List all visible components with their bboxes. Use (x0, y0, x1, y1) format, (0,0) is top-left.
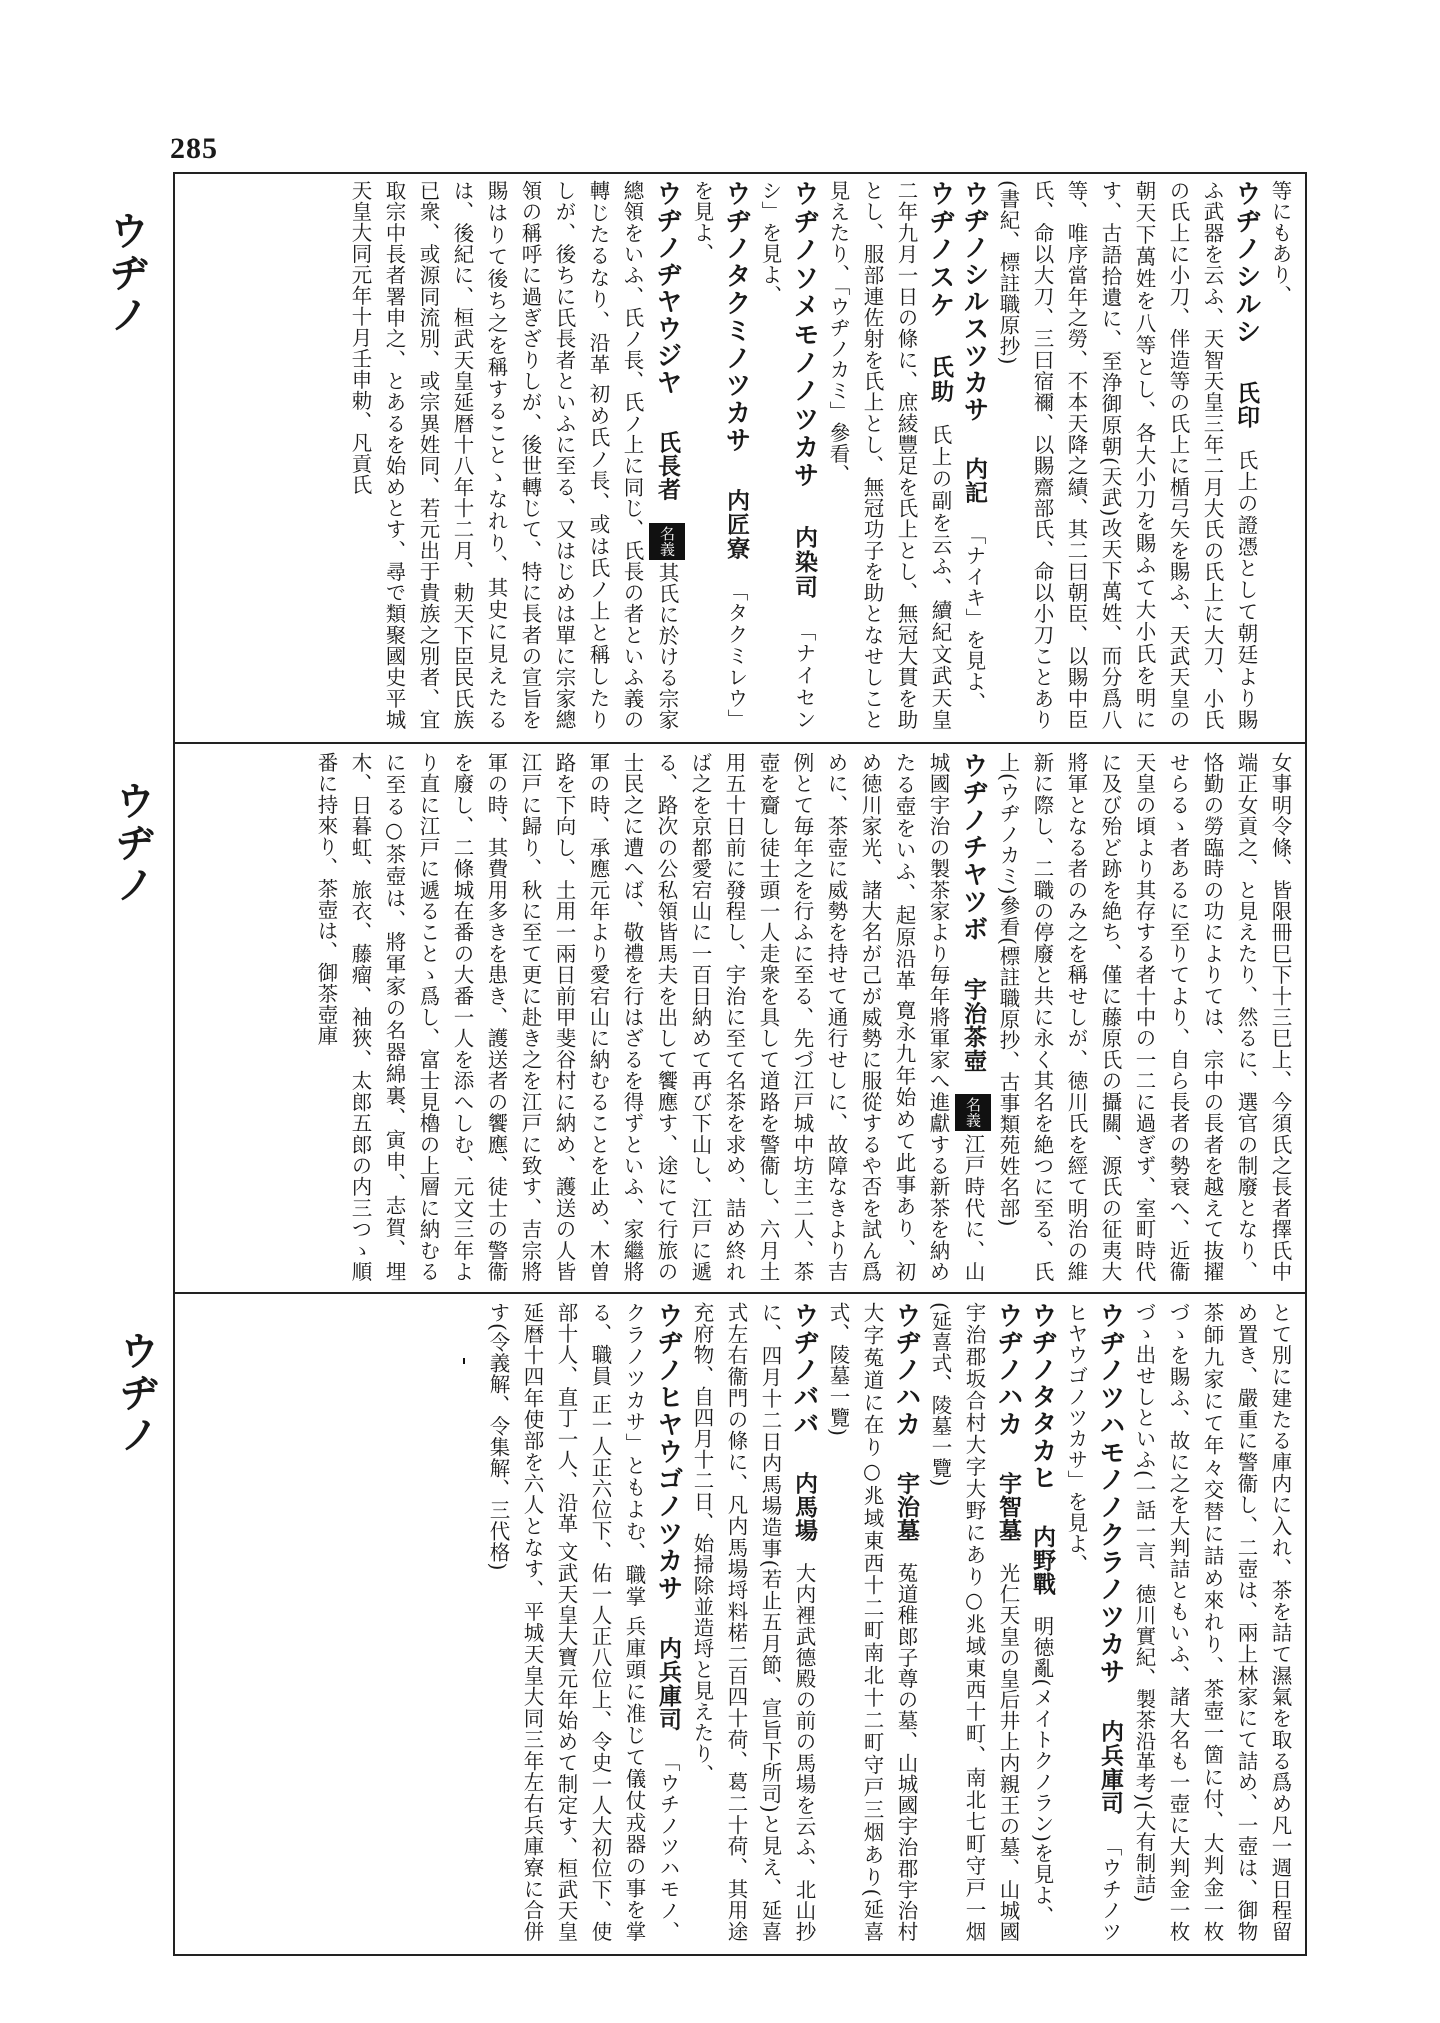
entry-text: 光仁天皇の皇后井上内親王の墓、山城國宇治郡坂合村大字大野にあり○兆域東西十町、南北七町守戸一烟(延喜式、陵墓一覽) (928, 1302, 1020, 1942)
entry-text: 菟道稚郎子尊の墓、山城國宇治郡宇治村大字菟道に在り○兆域東西十二町南北十二町守戸三烟あり(延喜式、陵墓一覽) (826, 1302, 918, 1942)
entry-headword: ウヂノヒヤウゴノツカサ (653, 1302, 683, 1602)
dictionary-entry (309, 752, 991, 1282)
entry-kanji: 内染司 (791, 523, 818, 600)
entry-text: 「ナイキ」を見よ、 (962, 524, 986, 713)
entry-kanji: 氏助 (927, 353, 954, 404)
section-top (185, 180, 1297, 730)
dictionary-entry (685, 1302, 821, 1942)
dictionary-entry (753, 180, 821, 730)
entry-badge (463, 1358, 465, 1364)
dictionary-entry (923, 1302, 1025, 1942)
entry-badge: 名義 (649, 523, 685, 560)
margin-head-bottom: ウヂノ (113, 1330, 159, 1456)
entry-text: 「ウチノツヒヤウゴノツカサ」を見よ、 (1064, 1302, 1122, 1942)
entry-headword: ウヂノツハモノノクラノツカサ (1095, 1302, 1125, 1686)
section-divider (173, 742, 1307, 744)
entry-headword: ウヂノスケ (925, 180, 955, 320)
entry-headword: ウヂノババ (789, 1302, 819, 1438)
entry-kanji: 内兵庫司 (655, 1635, 682, 1731)
section-bottom (185, 1302, 1297, 1942)
entry-headword: ウヂノハカ (891, 1302, 921, 1438)
entry-headword: ウヂノシルシ (1231, 180, 1261, 346)
entry-text: 「ナイセンシ」を見よ、 (758, 180, 816, 730)
entry-kanji: 氏印 (1233, 379, 1260, 429)
dictionary-entry (447, 1302, 481, 1942)
entry-kanji: 内匠寮 (723, 488, 750, 561)
entry-headword: ウヂノヂヤウジヤ (652, 180, 682, 397)
entry-headword: ウヂノハカ (993, 1302, 1023, 1438)
entry-headword: ウヂノタクミノツカサ (721, 180, 751, 455)
entry-text: 氏上の證憑として朝廷より賜ふ武器を云ふ、天智天皇三年二月大氏の氏上に大刀、小氏の氏上に小刀、伴造等の氏上に楯弓矢を賜ふ、天武天皇の朝天下萬姓を八等とし、各大小刀を賜ふて大小氏を明にす、古語拾遺に、至浄御原朝(天武)改天下萬姓、而分爲八等、唯序當年之勞、不本天降之績、其二曰朝臣、以賜中臣氏、命以大刀、三曰宿禰、以賜齋部氏、命以小刀ことあり(書紀、標註職原抄) (996, 180, 1258, 730)
margin-head-top: ウヂノ (103, 210, 149, 336)
entry-text: 大内裡武德殿の前の馬場を云ふ、北山抄に、四月十二日内馬場造事(若止五月節、宣旨下所司)と見え、延喜式左右衞門の條に、凡内馬場埒料楉二百四十荷、葛二十荷、其用途充府物、自四月十二日、始掃除並造埒と見えたり、 (690, 1302, 816, 1942)
entry-text: 江戸時代に、山城國宇治の製茶家より毎年將軍家へ進獻する新茶を納めたる壺をいふ、起原沿革 寛永九年始めて此事あり、初め徳川家光、諸大名が己が威勢に服從するや否を試ん爲めに、茶壺に威勢を持せて通行せしに、故障なきより吉例とて毎年之を行ふに至る、先づ江戸城中坊主二人、茶壺を齎し徒士頭一人走衆を具して道路を警衞し、六月土用五十日前に發程し、宇治に至て名茶を求め、詰め終れば之を京都愛宕山に一百日納めて再び下山し、江戸に遞る、路次の公私領皆馬夫を出して饗應す、途にて行旅の士民之に遭へば、敬禮を行はざるを得ずといふ、家繼將軍の時、承應元年より愛宕山に納むることを止め、木曽路を下向し、土用一兩日前甲斐谷村に納め、護送の人皆江戸に歸り、秋に至て更に赴き之を江戸に致す、吉宗將軍の時、其費用多きを患き、護送者の饗應、徒士の警衞を廢し、二條城在番の大番一人を添へしむ、元文三年より直に江戸に遞ることゝ爲し、富士見櫓の上層に納むるに至る○茶壺は、將軍家の名器綿裏、寅申、志賀、埋木、日暮虹、旅衣、藤瘤、袖狹、太郎五郎の内三つゝ順番に持來り、茶壺は、御茶壺庫 (314, 752, 985, 1282)
entry-text: 明徳亂(メイトクノラン)を見よ、 (1030, 1615, 1054, 1927)
dictionary-entry (821, 1302, 923, 1942)
entry-kanji: 内記 (961, 457, 988, 504)
continuation-text: とて別に建たる庫内に入れ、茶を詰て濕氣を取る爲め凡一週日程留め置き、嚴重に警衞し、二壺は、兩上林家にて詰め、一壺は、御物茶師九家にて年々交替に詰め來れり、茶壺一箇に付、大判金一枚づゝを賜ふ、故に之を大判詰ともいふ、諸大名も一壺に大判金一枚づゝ出せしといふ(一話一言、徳川實紀、製茶沿革考)(大有制詰) (1132, 1302, 1292, 1942)
dictionary-entry (1059, 1302, 1127, 1942)
continuation-text: 等にもあり、 (1268, 180, 1292, 306)
entry-text: 其氏に於ける宗家總領をいふ、氏ノ長、氏ノ上に同じ、氏長の者といふ義の轉じたるなり、沿革 初め氏ノ長、或は氏ノ上と稱したりしが、後ちに氏長者といふに至る、又はじめは單に宗家總領の稱呼に過ぎざりしが、後世轉じて、特に長者の宣旨を賜はりて後ち之を稱することゝなれり、其史に見えたるは、後紀に、桓武天皇延暦十八年十二月、勅天下臣民氏族已衆、或源同流別、或宗異姓同、若元出于貴族之別者、宜取宗中長者署申之、とあるを始めとす、尋で類聚國史平城天皇大同元年十月壬申勅、凡貢氏 (348, 180, 679, 730)
entry-headword: ウヂノシルスツカサ (959, 180, 989, 423)
entry-kanji: 宇智墓 (995, 1471, 1022, 1543)
entry-kanji: 内兵庫司 (1097, 1719, 1124, 1816)
dictionary-entry (991, 180, 1263, 730)
entry-headword: ウヂノソメモノノツカサ (789, 180, 819, 490)
section-middle (185, 752, 1297, 1282)
entry-kanji: 宇治墓 (893, 1471, 920, 1543)
entry-text: 「ウチノツハモノ、クラノツカサ」ともよむ、職掌 兵庫頭に准じて儀仗戎器の事を掌る、職員 正一人正六位下、佑一人正八位上、令史一人大初位下、使部十人、直丁一人、沿革 文武天皇大寶元年始めて制定す、桓武天皇延暦十四年使部を六人となす、平城天皇大同三年左右兵庫寮に合併す(令義解、令集解、三代格) (486, 1302, 680, 1942)
margin-head-middle: ウヂノ (109, 780, 155, 906)
entry-kanji: 宇治茶壺 (960, 976, 987, 1073)
entry-headword: ウヂノチヤツボ (958, 752, 988, 943)
dictionary-entry (1025, 1302, 1059, 1942)
entry-headword: ウヂノタタカヒ (1027, 1302, 1057, 1491)
dictionary-entry (821, 180, 957, 730)
entry-badge: 名義 (955, 1094, 991, 1131)
dictionary-entry (481, 1302, 685, 1942)
entry-kanji: 内馬場 (791, 1471, 818, 1543)
entry-kanji: 内野戰 (1029, 1525, 1056, 1596)
entry-text: 「タクミレウ」を見よ、 (690, 180, 748, 730)
dictionary-entry (343, 180, 685, 730)
page-number: 285 (170, 132, 218, 165)
dictionary-entry (957, 180, 991, 730)
continuation-text: 女事明令條、皆限冊巳下十三巳上、今須氏之長者擇氏中端正女貢之、と見えたり、然るに、選官の制廢となり、恪勤の勞臨時の功によりては、宗中の長者を越えて抜擢せらるゝ者あるに至りてより、自ら長者の勢衰へ、近衞天皇の頃より其存する者十中の一二に過ぎず、室町時代に及び殆ど跡を絶ち、僅に藤原氏の攝關、源氏の征夷大將軍となる者のみ之を稱せしが、徳川氏を經て明治の維新に際し、二職の停廢と共に永く其名を絶つに至る、氏上(ウヂノカミ)參看(標註職原抄、古事類苑姓名部) (996, 752, 1292, 1282)
entry-text: 氏上の副を云ふ、續紀文武天皇二年九月一日の條に、庶綾豐足を氏上とし、無冠大貫を助とし、服部連佐射を氏上とし、無冠功子を助となせしこと見えたり、「ウヂノカミ」參看、 (826, 180, 952, 730)
dictionary-entry (685, 180, 753, 730)
section-divider (173, 1292, 1307, 1294)
entry-kanji: 氏長者 (654, 430, 681, 501)
